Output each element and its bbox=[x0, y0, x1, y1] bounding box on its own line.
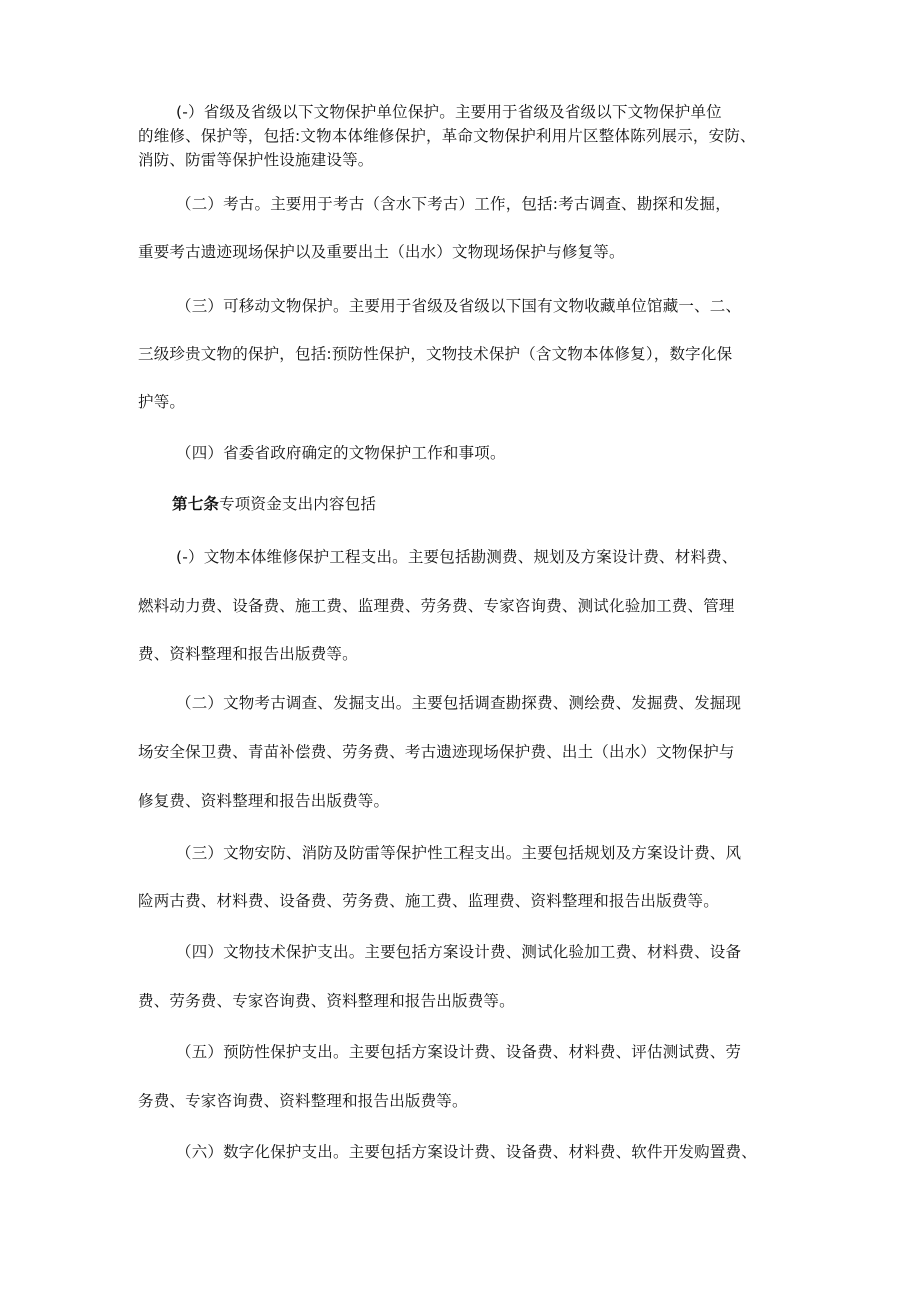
paragraph-line: 三级珍贵文物的保护，包括:预防性保护，文物技术保护（含文物本体修复），数字化保 bbox=[138, 345, 733, 363]
paragraph-line: 险两古费、材料费、设备费、劳务费、施工费、监理费、资料整理和报告出版费等。 bbox=[138, 892, 719, 910]
paragraph-line: (-）省级及省级以下文物保护单位保护。主要用于省级及省级以下文物保护单位 bbox=[176, 103, 722, 121]
paragraph-line: （三）可移动文物保护。主要用于省级及省级以下国有文物收藏单位馆藏一、二、 bbox=[176, 297, 742, 315]
paragraph-line: 消防、防雷等保护性设施建设等。 bbox=[138, 151, 374, 169]
paragraph-line: (-）文物本体维修保护工程支出。主要包括勘测费、规划及方案设计费、材料费、 bbox=[176, 548, 738, 566]
paragraph-line: （二）文物考古调查、发掘支出。主要包括调查勘探费、测绘费、发掘费、发掘现 bbox=[176, 694, 742, 712]
paragraph-line: （三）文物安防、消防及防雷等保护性工程支出。主要包括规划及方案设计费、风 bbox=[176, 844, 742, 862]
paragraph-line: 场安全保卫费、青苗补偿费、劳务费、考古遗迹现场保护费、出土（出水）文物保护与 bbox=[138, 743, 735, 761]
paragraph-line: 的维修、保护等，包括:文物本体维修保护，革命文物保护利用片区整体陈列展示，安防、 bbox=[138, 127, 756, 145]
paragraph-line: 重要考古遗迹现场保护以及重要出土（出水）文物现场保护与修复等。 bbox=[138, 243, 625, 261]
article-title: 专项资金支出内容包括 bbox=[219, 495, 377, 513]
paragraph-line: 费、劳务费、专家咨询费、资料整理和报告出版费等。 bbox=[138, 992, 515, 1010]
paragraph-line: 护等。 bbox=[138, 393, 186, 411]
paragraph-line: （四）省委省政府确定的文物保护工作和事项。 bbox=[176, 444, 506, 462]
paragraph-line: 燃料动力费、设备费、施工费、监理费、劳务费、专家咨询费、测试化验加工费、管理 bbox=[138, 597, 735, 615]
paragraph-line: （四）文物技术保护支出。主要包括方案设计费、测试化验加工费、材料费、设备 bbox=[176, 943, 742, 961]
paragraph-line: （五）预防性保护支出。主要包括方案设计费、设备费、材料费、评估测试费、劳 bbox=[176, 1043, 742, 1061]
paragraph-line: 修复费、资料整理和报告出版费等。 bbox=[138, 792, 390, 810]
article-heading bbox=[172, 494, 376, 514]
article-number: 第七条 bbox=[172, 495, 220, 513]
paragraph-line: 务费、专家咨询费、资料整理和报告出版费等。 bbox=[138, 1092, 468, 1110]
paragraph-line: （二）考古。主要用于考古（含水下考古）工作，包括:考古调查、勘探和发掘， bbox=[176, 195, 731, 213]
paragraph-line: 费、资料整理和报告出版费等。 bbox=[138, 645, 358, 663]
paragraph-line: （六）数字化保护支出。主要包括方案设计费、设备费、材料费、软件开发购置费、 bbox=[176, 1143, 757, 1161]
